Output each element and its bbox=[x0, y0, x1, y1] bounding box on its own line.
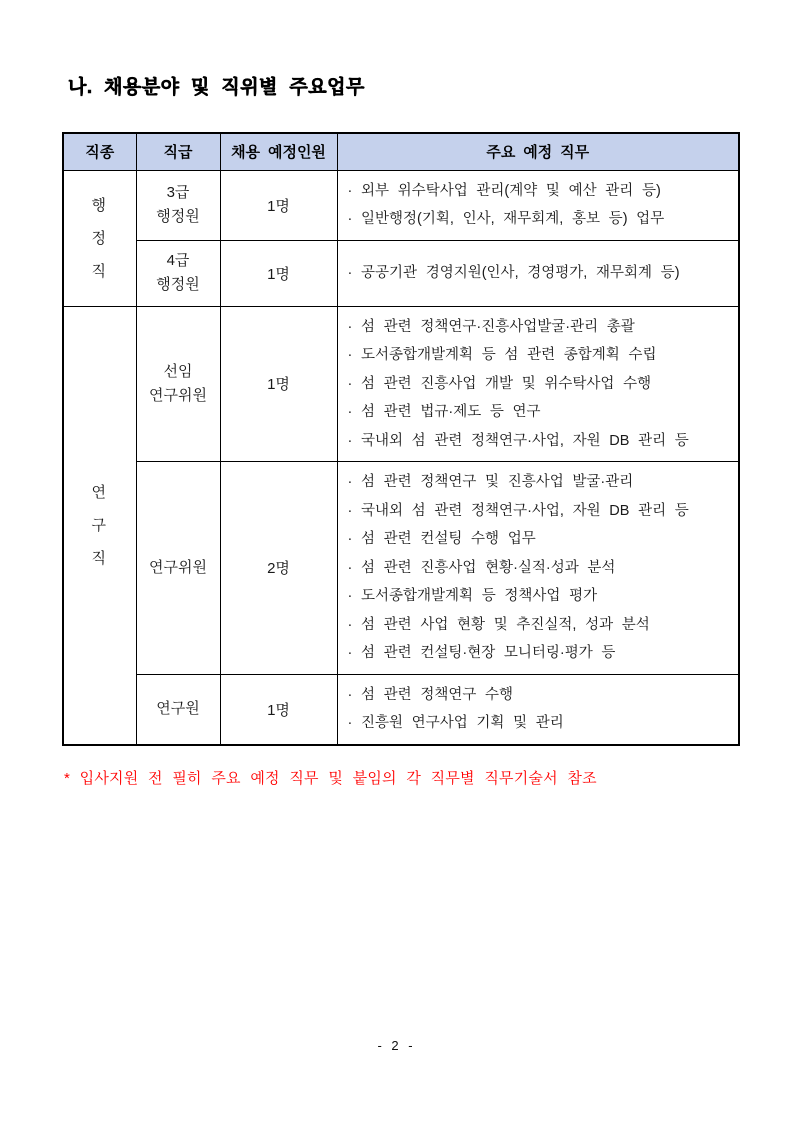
table-row-admin-grade3 bbox=[63, 170, 739, 240]
headcount-cell: 1명 bbox=[220, 674, 337, 745]
column-header-duties: 주요 예정 직무 bbox=[337, 133, 739, 170]
duty-item: · 도서종합개발계획 등 정책사업 평가 bbox=[347, 588, 598, 604]
duties-cell bbox=[337, 306, 739, 462]
duty-item: · 섬 관련 법규·제도 등 연구 bbox=[347, 404, 541, 420]
duty-item: · 섬 관련 진흥사업 개발 및 위수탁사업 수행 bbox=[347, 375, 652, 392]
duty-item: · 일반행정(기획, 인사, 재무회계, 홍보 등) 업무 bbox=[347, 211, 665, 227]
table-row-researcher bbox=[63, 674, 739, 745]
duties-cell bbox=[337, 462, 739, 675]
table-header-row bbox=[63, 133, 739, 170]
table-row-research-senior-fellow bbox=[63, 306, 739, 462]
headcount-cell: 1명 bbox=[220, 170, 337, 240]
duty-item: · 섬 관련 정책연구·진흥사업발굴·관리 총괄 bbox=[347, 318, 635, 335]
grade-cell bbox=[136, 674, 220, 745]
grade-line: 행정원 bbox=[156, 276, 200, 293]
duty-item: · 외부 위수탁사업 관리(계약 및 예산 관리 등) bbox=[347, 182, 661, 199]
category-label-administrative: 행정직 bbox=[91, 196, 108, 280]
duties-cell bbox=[337, 170, 739, 240]
duties-cell bbox=[337, 674, 739, 745]
headcount-cell: 2명 bbox=[220, 462, 337, 675]
duties-cell bbox=[337, 240, 739, 306]
category-cell-research bbox=[63, 306, 136, 745]
grade-line: 연구원 bbox=[156, 700, 200, 717]
grade-cell bbox=[136, 306, 220, 462]
headcount-cell: 1명 bbox=[220, 306, 337, 462]
document-content bbox=[62, 72, 738, 788]
section-title: 나. 채용분야 및 직위별 주요업무 bbox=[68, 77, 365, 98]
grade-line: 4급 bbox=[166, 252, 190, 269]
duty-item: · 도서종합개발계획 등 섬 관련 종합계획 수립 bbox=[347, 347, 657, 363]
duty-item: · 섬 관련 사업 현황 및 추진실적, 성과 분석 bbox=[347, 616, 650, 633]
application-reference-note: * 입사지원 전 필히 주요 예정 직무 및 붙임의 각 직무별 직무기술서 참조 bbox=[64, 769, 597, 787]
grade-cell bbox=[136, 170, 220, 240]
recruitment-table bbox=[62, 132, 740, 746]
duty-item: · 국내외 섬 관련 정책연구·사업, 자원 DB 관리 등 bbox=[347, 502, 689, 519]
duty-item: · 섬 관련 컨설팅 수행 업무 bbox=[347, 531, 536, 547]
grade-line: 선임 bbox=[163, 362, 193, 380]
column-header-job-category: 직종 bbox=[63, 133, 136, 170]
grade-line: 행정원 bbox=[156, 208, 200, 225]
column-header-grade: 직급 bbox=[136, 133, 220, 170]
duty-item: · 공공기관 경영지원(인사, 경영평가, 재무회계 등) bbox=[347, 264, 680, 281]
duty-item: · 섬 관련 진흥사업 현황·실적·성과 분석 bbox=[347, 559, 616, 576]
category-cell-administrative bbox=[63, 170, 136, 306]
table-row-admin-grade4 bbox=[63, 240, 739, 306]
page-number: - 2 - bbox=[377, 1038, 416, 1053]
duty-item: · 섬 관련 정책연구 및 진흥사업 발굴·관리 bbox=[347, 474, 634, 490]
column-header-headcount: 채용 예정인원 bbox=[220, 133, 337, 170]
duty-item: · 섬 관련 컨설팅·현장 모니터링·평가 등 bbox=[347, 645, 616, 661]
duty-item: · 국내외 섬 관련 정책연구·사업, 자원 DB 관리 등 bbox=[347, 432, 689, 449]
grade-line: 연구위원 bbox=[149, 558, 207, 576]
duty-item: · 진흥원 연구사업 기획 및 관리 bbox=[347, 715, 564, 731]
table-row-research-fellow bbox=[63, 462, 739, 675]
category-label-research: 연구직 bbox=[91, 483, 108, 567]
duty-item: · 섬 관련 정책연구 수행 bbox=[347, 686, 514, 703]
grade-line: 3급 bbox=[166, 184, 190, 201]
headcount-cell: 1명 bbox=[220, 240, 337, 306]
grade-cell bbox=[136, 462, 220, 675]
grade-cell bbox=[136, 240, 220, 306]
grade-line: 연구위원 bbox=[149, 386, 207, 404]
